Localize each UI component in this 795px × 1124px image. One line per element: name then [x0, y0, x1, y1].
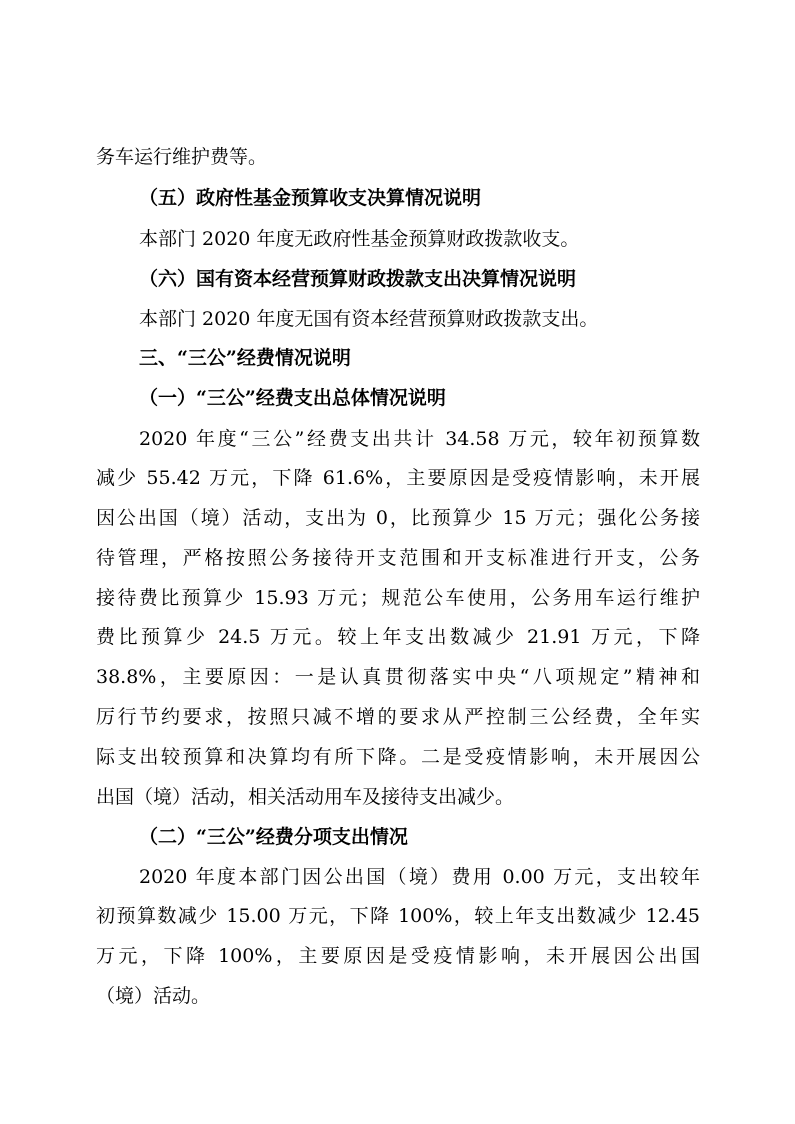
subsection-heading-overall: （一）“三公”经费支出总体情况说明 [139, 387, 446, 409]
paragraph-line: 待管理，严格按照公务接待开支范围和开支标准进行开支，公务 [96, 547, 700, 569]
paragraph-line: 38.8%，主要原因：一是认真贯彻落实中央“八项规定”精神和 [96, 666, 700, 688]
paragraph-line: 厉行节约要求，按照只减不增的要求从严控制三公经费，全年实 [96, 706, 700, 728]
section-heading-state-capital: （六）国有资本经营预算财政拨款支出决算情况说明 [139, 268, 577, 290]
paragraph-line: 出国（境）活动，相关活动用车及接待支出减少。 [96, 786, 515, 808]
paragraph-line: 本部门 2020 年度无国有资本经营预算财政拨款支出。 [139, 308, 599, 330]
paragraph-line: 因公出国（境）活动，支出为 0，比预算少 15 万元；强化公务接 [96, 507, 700, 529]
paragraph-line: （境）活动。 [96, 985, 211, 1007]
paragraph-line: 际支出较预算和决算均有所下降。二是受疫情影响，未开展因公 [96, 746, 700, 768]
paragraph-line: 初预算数减少 15.00 万元，下降 100%，较上年支出数减少 12.45 [96, 905, 700, 927]
paragraph-line: 接待费比预算少 15.93 万元；规范公车使用，公务用车运行维护 [96, 587, 700, 609]
paragraph-line: 2020 年度本部门因公出国（境）费用 0.00 万元，支出较年 [139, 866, 700, 888]
section-heading-government-fund: （五）政府性基金预算收支决算情况说明 [139, 187, 482, 209]
paragraph-line: 费比预算少 24.5 万元。较上年支出数减少 21.91 万元，下降 [96, 626, 700, 648]
paragraph-line: 务车运行维护费等。 [96, 146, 268, 168]
paragraph-line: 万元，下降 100%，主要原因是受疫情影响，未开展因公出国 [96, 945, 700, 967]
paragraph-line: 2020 年度“三公”经费支出共计 34.58 万元，较年初预算数 [139, 428, 700, 450]
paragraph-line: 减少 55.42 万元，下降 61.6%，主要原因是受疫情影响，未开展 [96, 467, 700, 489]
section-heading-three-public: 三、“三公”经费情况说明 [139, 347, 351, 369]
paragraph-line: 本部门 2020 年度无政府性基金预算财政拨款收支。 [139, 228, 580, 250]
subsection-heading-itemized: （二）“三公”经费分项支出情况 [139, 826, 408, 848]
